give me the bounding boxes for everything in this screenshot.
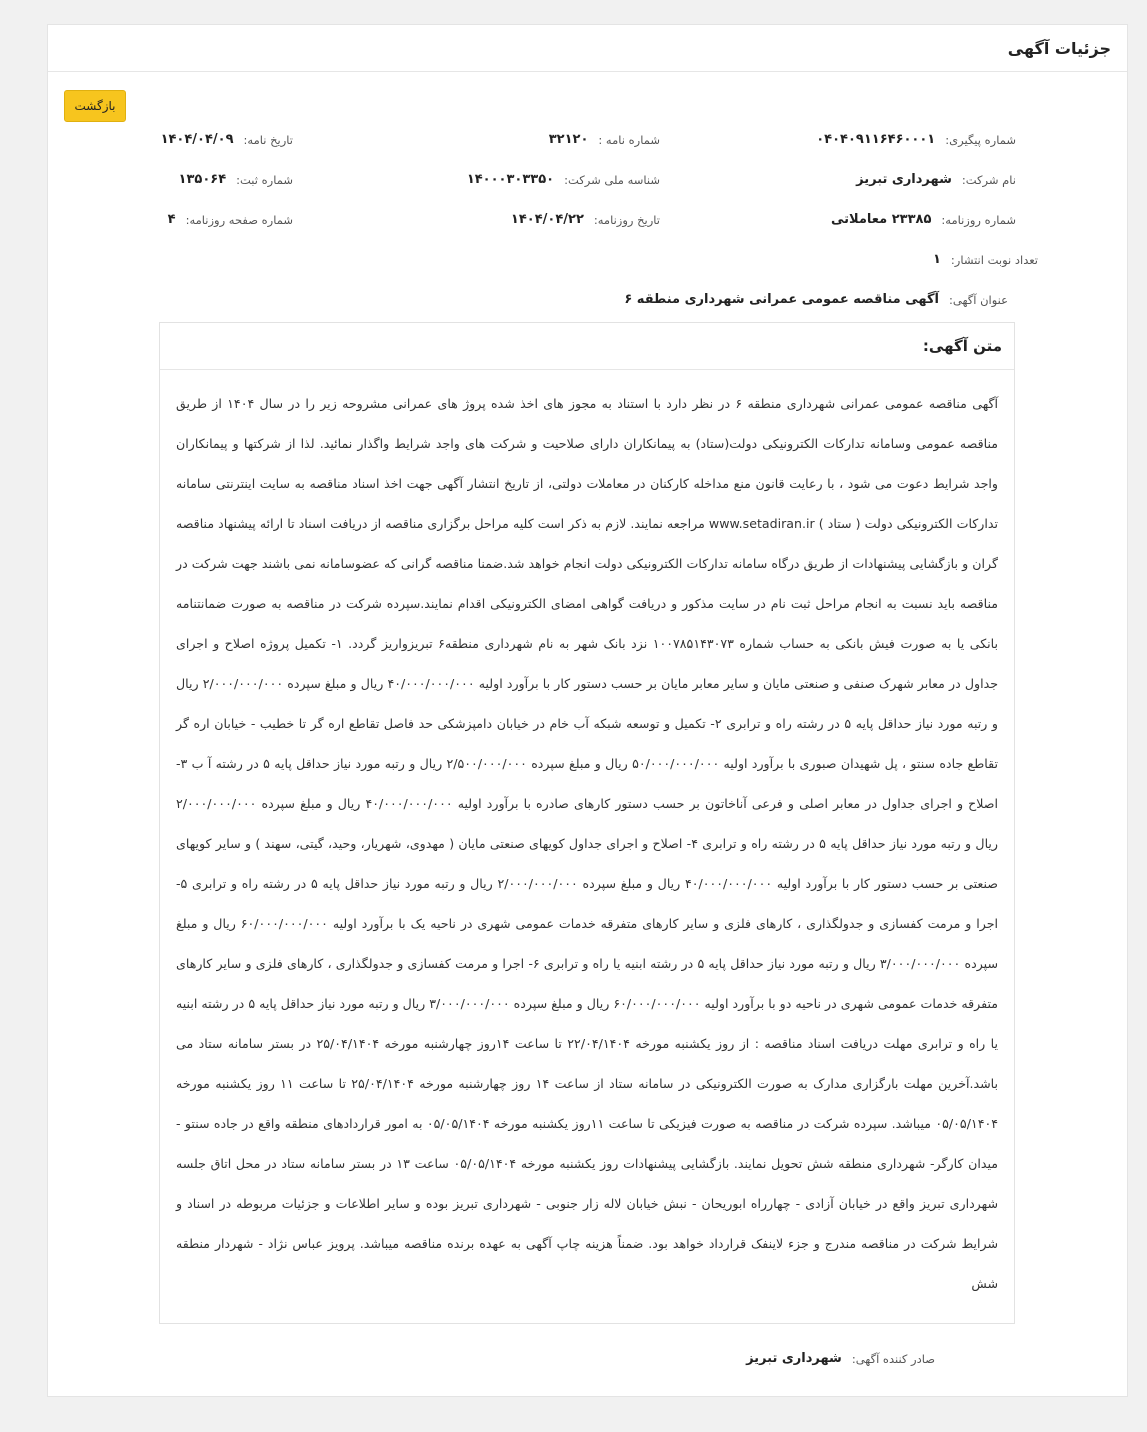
info-row: [48, 132, 1127, 152]
company-value: شهرداری تبریز: [856, 172, 952, 187]
ad-text-heading: متن آگهی:: [160, 323, 1014, 370]
newspaper-no-label: شماره روزنامه:: [941, 212, 1016, 227]
publish-count-label: تعداد نوبت انتشار:: [950, 252, 1038, 267]
issuer-label: صادر کننده آگهی:: [851, 1351, 935, 1366]
ad-text-box: [159, 322, 1015, 1324]
info-row: [48, 292, 1127, 312]
letter-no-label: شماره نامه :: [598, 132, 660, 147]
tracking-label: شماره پیگیری:: [945, 132, 1016, 147]
reg-no-label: شماره ثبت:: [236, 172, 293, 187]
company-label: نام شرکت:: [961, 172, 1016, 187]
national-id-label: شناسه ملی شرکت:: [564, 172, 660, 187]
page-no-label: شماره صفحه روزنامه:: [185, 212, 293, 227]
ad-text-body: آگهی مناقصه عمومی عمرانی شهرداری منطقه ۶ در نظر دارد با استناد به مجوز های اخذ شده پروژ های عمرانی مشروحه زیر را در سال ۱۴۰۴ از طریق مناقصه عمومی وسامانه تدارکات الکترونیکی دولت(ستاد) به پیمانکاران دارای صلاحیت و شرکت های واجد شرایط واگذار نمائید. لذا از شرکتها و پیمانکاران واجد شرایط دعوت می شود ، با رعایت قانون منع مداخله کارکنان در معاملات دولتی، از تاریخ انتشار آگهی جهت اخذ اسناد مناقصه به سایت اینترنتی سامانه تدارکات الکترونیکی دولت ( ستاد ) www.setadiran.ir مراجعه نمایند. لازم به ذکر است کلیه مراحل برگزاری مناقصه از دریافت اسناد تا ارائه پیشنهاد مناقصه گران و بازگشایی پیشنهادات از طریق درگاه سامانه تدارکات الکترونیکی دولت انجام خواهد شد.ضمنا مناقصه گرانی که عضوسامانه نمی باشند جهت شرکت در مناقصه باید نسبت به انجام مراحل ثبت نام در سایت مذکور و دریافت گواهی امضای الکترونیکی اقدام نمایند.سپرده شرکت در مناقصه به صورت ضمانتنامه بانکی یا به صورت فیش بانکی به حساب شماره ۱۰۰۷۸۵۱۴۳۰۷۳ نزد بانک شهر به نام شهرداری منطقه۶ تبریزواریز گردد. ۱- تکمیل پروژه اصلاح و اجرای جداول در معابر شهرک صنفی و صنعتی مایان و سایر معابر مایان بر حسب دستور کار با برآورد اولیه ۴۰/۰۰۰/۰۰۰/۰۰۰ ریال و مبلغ سپرده ۲/۰۰۰/۰۰۰/۰۰۰ ریال و رتبه مورد نیاز حداقل پایه ۵ در رشته راه و ترابری ۲- تکمیل و توسعه شبکه آب خام در خیابان دامپزشکی حد فاصل تقاطع اره گر تا خطیب - خیابان اره گر تقاطع جاده سنتو ، پل شهیدان صبوری با برآورد اولیه ۵۰/۰۰۰/۰۰۰/۰۰۰ ریال و مبلغ سپرده ۲/۵۰۰/۰۰۰/۰۰۰ ریال و رتبه مورد نیاز حداقل پایه ۵ در رشته آ ب ۳- اصلاح و اجرای جداول در معابر اصلی و فرعی آناخاتون بر حسب دستور کارهای صادره با برآورد اولیه ۴۰/۰۰۰/۰۰۰/۰۰۰ ریال و مبلغ سپرده ۲/۰۰۰/۰۰۰/۰۰۰ ریال و رتبه مورد نیاز حداقل پایه ۵ در رشته راه و ترابری ۴- اصلاح و اجرای جداول کویهای صنعتی مایان ( مهدوی، شهریار، وحید، گیتی، سهند ) و سایر کویهای صنعتی بر حسب دستور کار با برآورد اولیه ۴۰/۰۰۰/۰۰۰/۰۰۰ ریال و مبلغ سپرده ۲/۰۰۰/۰۰۰/۰۰۰ ریال و رتبه مورد نیاز حداقل پایه ۵ در رشته راه و ترابری ۵- اجرا و مرمت کفسازی و جدولگذاری ، کارهای فلزی و سایر کارهای متفرقه خدمات عمومی شهری در ناحیه یک با برآورد اولیه ۶۰/۰۰۰/۰۰۰/۰۰۰ ریال و مبلغ سپرده ۳/۰۰۰/۰۰۰/۰۰۰ ریال و رتبه مورد نیاز حداقل پایه ۵ در رشته ابنیه یا راه و ترابری ۶- اجرا و مرمت کفسازی و جدولگذاری ، کارهای فلزی و سایر کارهای متفرقه خدمات عمومی شهری در ناحیه دو با برآورد اولیه ۶۰/۰۰۰/۰۰۰/۰۰۰ ریال و مبلغ سپرده ۳/۰۰۰/۰۰۰/۰۰۰ ریال و رتبه مورد نیاز حداقل پایه ۵ در رشته ابنیه یا راه و ترابری مهلت دریافت اسناد مناقصه : از روز یکشنبه مورخه ۲۲/۰۴/۱۴۰۴ تا ساعت ۱۴روز چهارشنبه مورخه ۲۵/۰۴/۱۴۰۴ در بستر سامانه ستاد می باشد.آخرین مهلت بارگزاری مدارک به صورت الکترونیکی در سامانه ستاد از ساعت ۱۴ روز چهارشنبه مورخه ۲۵/۰۴/۱۴۰۴ تا ساعت ۱۱ روز یکشنبه مورخه ۰۵/۰۵/۱۴۰۴ میباشد. سپرده شرکت در مناقصه به صورت فیزیکی تا ساعت ۱۱روز یکشنبه مورخه ۰۵/۰۵/۱۴۰۴ به امور قراردادهای منطقه واقع در جاده سنتو - میدان کارگر- شهرداری منطقه شش تحویل نمایند. بازگشایی پیشنهادات روز یکشنبه مورخه ۰۵/۰۵/۱۴۰۴ ساعت ۱۳ در بستر سامانه ستاد در محل اتاق جلسه شهرداری تبریز واقع در خیابان آزادی - چهارراه ابوریحان - نبش خیابان لاله زار جنوبی - شهرداری تبریز بوده و سایر اطلاعات و جزئیات مربوطه در اسناد و شرایط شرکت در مناقصه مندرج و جزء لاینفک قرارداد خواهد بود. ضمناً هزینه چاپ آگهی به عهده برنده مناقصه میباشد. پرویز عباس نژاد - شهردار منطقه شش: [176, 396, 999, 1291]
letter-date-value: ۱۴۰۴/۰۴/۰۹: [160, 132, 234, 147]
ad-title-value: آگهی مناقصه عمومی عمرانی شهرداری منطقه ۶: [624, 292, 939, 307]
national-id-value: ۱۴۰۰۰۳۰۳۳۵۰: [466, 172, 555, 187]
reg-no-value: ۱۳۵۰۶۴: [178, 172, 227, 187]
publish-count-value: ۱: [932, 252, 941, 267]
newspaper-no-value: ۲۳۳۸۵ معاملاتی: [830, 212, 932, 227]
back-button[interactable]: بازگشت: [64, 90, 126, 122]
letter-no-value: ۳۲۱۲۰: [548, 132, 589, 147]
issuer-row: [746, 1351, 935, 1366]
ad-details-card: [47, 24, 1128, 1397]
ad-title-label: عنوان آگهی:: [949, 292, 1008, 307]
tracking-value: ۰۴۰۴۰۹۱۱۶۴۶۰۰۰۱: [816, 132, 936, 147]
page-no-value: ۴: [167, 212, 176, 227]
card-header: [48, 25, 1127, 72]
info-row: [48, 252, 1127, 272]
newspaper-date-label: تاریخ روزنامه:: [593, 212, 660, 227]
newspaper-date-value: ۱۴۰۴/۰۴/۲۲: [510, 212, 584, 227]
info-row: [48, 172, 1127, 192]
page-title: جزئیات آگهی: [1007, 38, 1111, 58]
letter-date-label: تاریخ نامه:: [243, 132, 293, 147]
info-row: [48, 212, 1127, 232]
issuer-value: شهرداری تبریز: [746, 1351, 842, 1366]
